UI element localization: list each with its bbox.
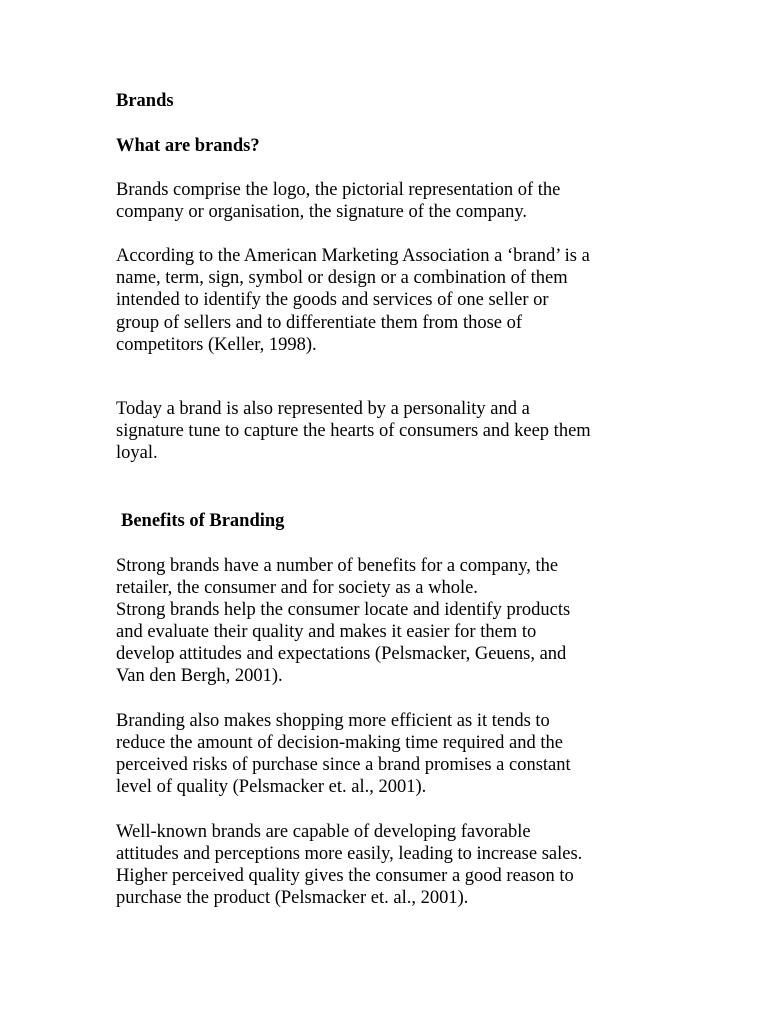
paragraph-line: and evaluate their quality and makes it easier for them to (116, 622, 537, 642)
paragraph-line: attitudes and perceptions more easily, leading to increase sales. (116, 844, 583, 864)
paragraph-line: retailer, the consumer and for society as a whole. (116, 578, 478, 598)
paragraph-line: Van den Bergh, 2001). (116, 666, 283, 686)
paragraph-line: Branding also makes shopping more efficient as it tends to (116, 711, 550, 731)
paragraph-line: Strong brands help the consumer locate and identify products (116, 600, 571, 620)
paragraph-line: company or organisation, the signature of the company. (116, 202, 528, 222)
paragraph-line: perceived risks of purchase since a brand promises a constant (116, 755, 571, 775)
paragraph-line: Strong brands have a number of benefits for a company, the (116, 556, 559, 576)
paragraph-line: signature tune to capture the hearts of consumers and keep them (116, 421, 591, 441)
paragraph-line: name, term, sign, symbol or design or a combination of them (116, 268, 568, 288)
section-heading-benefits-of-branding: Benefits of Branding (121, 511, 285, 531)
paragraph-line: Well-known brands are capable of developing favorable (116, 822, 531, 842)
paragraph-line: competitors (Keller, 1998). (116, 335, 317, 355)
paragraph-line: According to the American Marketing Association a ‘brand’ is a (116, 246, 590, 266)
paragraph-line: develop attitudes and expectations (Pelsmacker, Geuens, and (116, 644, 567, 664)
section-heading-what-are-brands: What are brands? (116, 136, 260, 156)
paragraph-line: Higher perceived quality gives the consumer a good reason to (116, 866, 574, 886)
paragraph-line: purchase the product (Pelsmacker et. al., 2001). (116, 888, 469, 908)
paragraph-line: Brands comprise the logo, the pictorial representation of the (116, 180, 561, 200)
paragraph-line: intended to identify the goods and services of one seller or (116, 290, 549, 310)
paragraph-line: Today a brand is also represented by a personality and a (116, 399, 530, 419)
paragraph-line: loyal. (116, 443, 158, 463)
paragraph-line: level of quality (Pelsmacker et. al., 2001). (116, 777, 427, 797)
document-title: Brands (116, 91, 174, 111)
paragraph-line: group of sellers and to differentiate them from those of (116, 313, 523, 333)
paragraph-line: reduce the amount of decision-making time required and the (116, 733, 563, 753)
